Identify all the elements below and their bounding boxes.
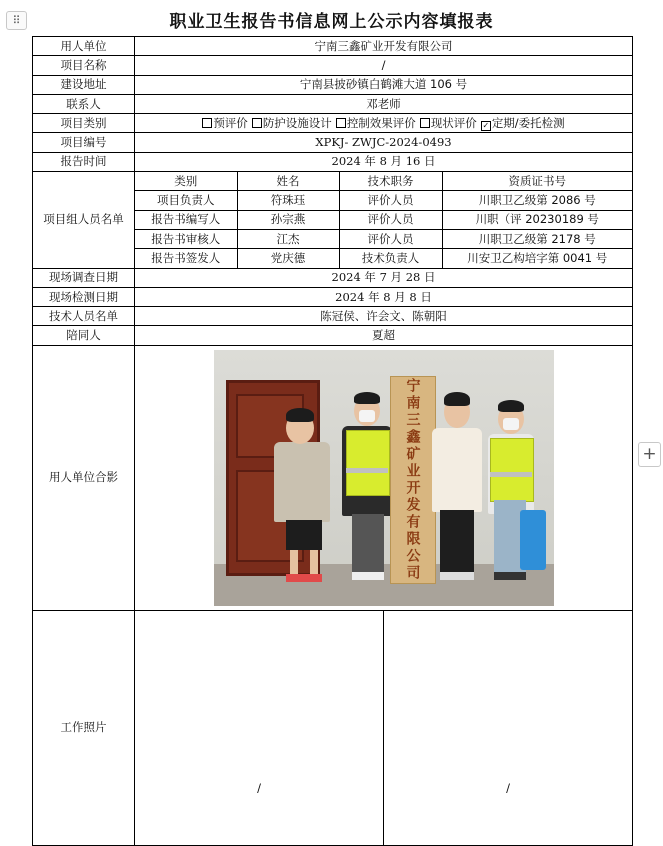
checkbox-icon[interactable] [420, 118, 430, 128]
row-test-date [33, 287, 633, 306]
row-technicians [33, 307, 633, 326]
category-option[interactable] [252, 116, 332, 130]
category-option-label: 现状评价 [430, 115, 477, 130]
category-option[interactable] [202, 116, 248, 130]
group-photo-label: 用人单位合影 [33, 345, 135, 610]
page-title: 职业卫生报告书信息网上公示内容填报表 [169, 12, 494, 32]
row-work-photos [33, 610, 633, 845]
technicians-value: 陈冠侯、许会文、陈朝阳 [135, 307, 633, 326]
team-cell [135, 172, 633, 268]
team-member-row [135, 229, 632, 248]
row-unit [33, 37, 633, 56]
row-survey-date [33, 268, 633, 287]
work-photo-right: / [384, 610, 633, 845]
member-name: 符珠珏 [237, 191, 339, 210]
category-label: 项目类别 [33, 114, 135, 133]
category-option[interactable] [336, 116, 416, 130]
row-category [33, 114, 633, 133]
row-contact [33, 94, 633, 113]
member-role: 报告书编写人 [135, 210, 237, 229]
info-form-table [32, 36, 633, 846]
work-photos-label: 工作照片 [33, 610, 135, 845]
team-member-row [135, 249, 632, 268]
row-project-name [33, 56, 633, 75]
member-role: 项目负责人 [135, 191, 237, 210]
row-team [33, 172, 633, 268]
contact-value: 邓老师 [135, 94, 633, 113]
test-date-value: 2024 年 8 月 8 日 [135, 287, 633, 306]
team-member-row [135, 210, 632, 229]
category-option[interactable] [420, 116, 477, 130]
team-header-row [135, 172, 632, 191]
member-role: 报告书签发人 [135, 249, 237, 268]
project-name-value: / [135, 56, 633, 75]
report-date-label: 报告时间 [33, 152, 135, 171]
add-row-button[interactable]: + [638, 442, 661, 467]
member-cert: 川职卫乙级第 2086 号 [442, 191, 632, 210]
row-companion [33, 326, 633, 345]
team-member-row [135, 191, 632, 210]
project-no-label: 项目编号 [33, 133, 135, 152]
survey-date-value: 2024 年 7 月 28 日 [135, 268, 633, 287]
group-photo-cell [135, 345, 633, 610]
team-header-cell: 类别 [135, 172, 237, 191]
technicians-label: 技术人员名单 [33, 307, 135, 326]
companion-label: 陪同人 [33, 326, 135, 345]
category-option-label: 防护设施设计 [262, 115, 332, 130]
work-photo-left: / [135, 610, 384, 845]
address-label: 建设地址 [33, 75, 135, 94]
member-cert: 川安卫乙构培字第 0041 号 [467, 250, 608, 265]
survey-date-label: 现场调查日期 [33, 268, 135, 287]
team-label: 项目组人员名单 [33, 172, 135, 268]
row-address [33, 75, 633, 94]
member-name: 江杰 [237, 229, 339, 248]
drag-handle-icon[interactable]: ⠿ [6, 11, 27, 30]
member-cert: 川职（评 20230189 号 [442, 210, 632, 229]
category-options [135, 114, 633, 133]
company-sign: 宁南三鑫矿业开发有限公司 [390, 376, 436, 584]
project-name-label: 项目名称 [33, 56, 135, 75]
team-table [135, 172, 632, 267]
member-title: 技术负责人 [339, 249, 442, 268]
checkbox-icon[interactable] [336, 118, 346, 128]
team-header-cell: 资质证书号 [442, 172, 632, 191]
team-header-cell: 技术职务 [339, 172, 442, 191]
member-cert: 川职卫乙级第 2178 号 [442, 229, 632, 248]
member-name: 党庆德 [237, 249, 339, 268]
member-title: 评价人员 [339, 191, 442, 210]
test-date-label: 现场检测日期 [33, 287, 135, 306]
address-value: 宁南县披砂镇白鹤滩大道 106 号 [135, 75, 633, 94]
team-header-cell: 姓名 [237, 172, 339, 191]
member-name: 孙宗燕 [237, 210, 339, 229]
checkbox-icon[interactable] [202, 118, 212, 128]
checked-box-icon[interactable]: ✓ [482, 120, 490, 130]
row-report-date [33, 152, 633, 171]
project-no-value: XPKJ- ZWJC-2024-0493 [135, 133, 633, 152]
row-project-no [33, 133, 633, 152]
category-option-label: 定期/委托检测 [491, 115, 565, 130]
row-group-photo [33, 345, 633, 610]
category-option-label: 控制效果评价 [346, 115, 416, 130]
category-option-label: 预评价 [213, 115, 248, 130]
report-date-value: 2024 年 8 月 16 日 [135, 152, 633, 171]
unit-value: 宁南三鑫矿业开发有限公司 [135, 37, 633, 56]
companion-value: 夏超 [135, 326, 633, 345]
group-photo [214, 350, 554, 606]
category-option[interactable] [481, 116, 565, 130]
unit-label: 用人单位 [33, 37, 135, 56]
member-title: 评价人员 [339, 210, 442, 229]
member-role: 报告书审核人 [135, 229, 237, 248]
contact-label: 联系人 [33, 94, 135, 113]
checkbox-icon[interactable] [252, 118, 262, 128]
member-title: 评价人员 [339, 229, 442, 248]
